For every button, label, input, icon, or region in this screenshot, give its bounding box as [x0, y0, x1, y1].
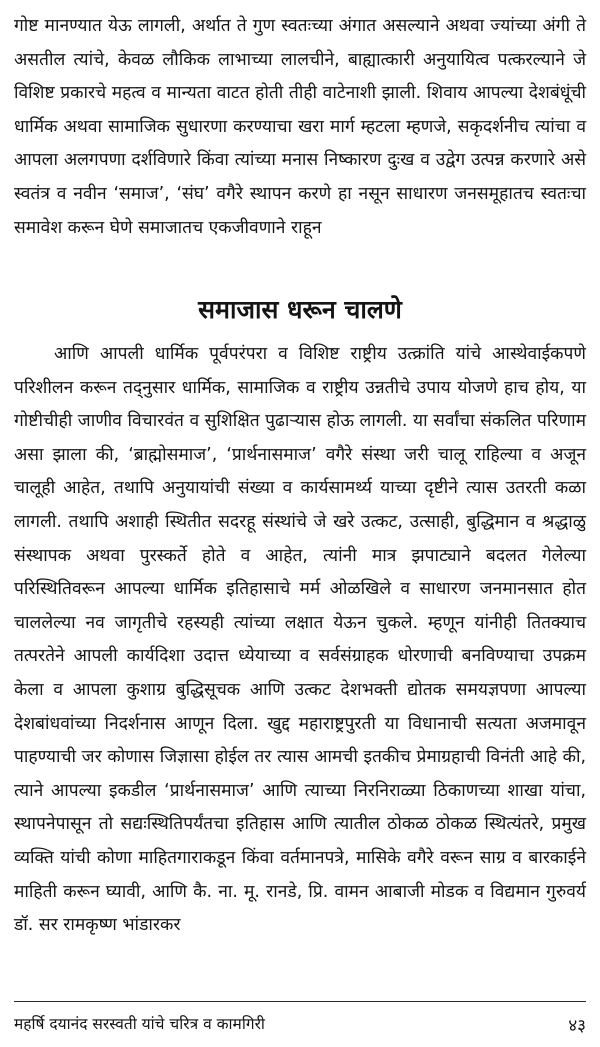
footer-divider: [14, 1001, 586, 1002]
paragraph-body: आणि आपली धार्मिक पूर्वपरंपरा व विशिष्ट राष्ट्रीय उत्क्रांति यांचे आस्थेवाईकपणे परिशीलन करून तद्नुसार धार्मिक, सामाजिक व राष्ट्रीय उन्नतीचे उपाय योजणे हाच होय, या गोष्टीचीही जाणीव विचारवंत व सुशिक्षित पुढाऱ्यास होऊ लागली. या सर्वांचा संकलित परिणाम असा झाला की, ‘ब्राह्मोसमाज’, ‘प्रार्थनासमाज’ वगैरे संस्था जरी चालू राहिल्या व अजून चालूही आहेत, तथापि अनुयायांची संख्या व कार्यसामर्थ्य याच्या दृष्टीने त्यास उतरती कळा लागली. तथापि अशाही स्थितीत सदरहू संस्थांचे जे खरे उत्कट, उत्साही, बुद्धिमान व श्रद्धाळु संस्थापक अथवा पुरस्कर्ते होते व आहेत, त्यांनी मात्र झपाट्याने बदलत गेलेल्या परिस्थितिवरून आपल्या धार्मिक इतिहासाचे मर्म ओळखिले व साधारण जनमानसात होत चाललेल्या नव जागृतीचे रहस्यही त्यांच्या लक्षात येऊन चुकले. म्हणून यांनीही तितक्याच तत्परतेने आपली कार्यदिशा उदात्त ध्येयाच्या व सर्वसंग्राहक धोरणाची बनविण्याचा उपक्रम केला व आपला कुशाग्र बुद्धिसूचक आणि उत्कट देशभक्ती द्योतक समयज्ञपणा आपल्या देशबांधवांच्या निदर्शनास आणून दिला. खुद्द महाराष्ट्रपुरती या विधानाची सत्यता अजमावून पाहण्याची जर कोणास जिज्ञासा होईल तर त्यास आमची इतकीच प्रेमाग्रहाची विनंती आहे की, त्याने आपल्या इकडील ‘प्रार्थनासमाज’ आणि त्याच्या निरनिराळ्या ठिकाणच्या शाखा यांचा, स्थापनेपासून तो सद्यःस्थितिपर्यंतचा इतिहास आणि त्यातील ठोकळ ठोकळ स्थित्यंतरे, प्रमुख व्यक्ति यांची कोणा माहितगाराकडून किंवा वर्तमानपत्रे, मासिके वगैरे वरून साग्र व बारकाईने माहिती करून घ्यावी, आणि कै. ना. मू. रानडे, प्रि. वामन आबाजी मोडक व विद्यमान गुरुवर्य डॉ. सर रामकृष्ण भांडारकर: [14, 344, 586, 936]
section-heading: समाजास धरून चालणे: [198, 295, 402, 324]
page-number: ४३: [568, 1016, 586, 1036]
paragraph-continued: गोष्ट मानण्यात येऊ लागली, अर्थात ते गुण स्वतःच्या अंगात असल्याने अथवा ज्यांच्या अंगी ते असतील त्यांचे, केवळ लौकिक लाभाच्या लालचीने, बाह्यात्कारी अनुयायित्व पत्करल्याने जे विशिष्ट प्रकारचे महत्व व मान्यता वाटत होती तीही वाटेनाशी झाली. शिवाय आपल्या देशबंधूंची धार्मिक अथवा सामाजिक सुधारणा करण्याचा खरा मार्ग म्हटला म्हणजे, सकृदर्शनीच त्यांचा व आपला अलगपणा दर्शविणारे किंवा त्यांच्या मनास निष्कारण दुःख व उद्वेग उत्पन्न करणारे असे स्वतंत्र व नवीन ‘समाज’, ‘संघ’ वगैरे स्थापन करणे हा नसून साधारण जनसमूहातच स्वतःचा समावेश करून घेणे समाजातच एकजीवणाने राहून: [14, 16, 586, 238]
footer-book-title: महर्षि दयानंद सरस्वती यांचे चरित्र व कामगिरी: [14, 1015, 265, 1033]
